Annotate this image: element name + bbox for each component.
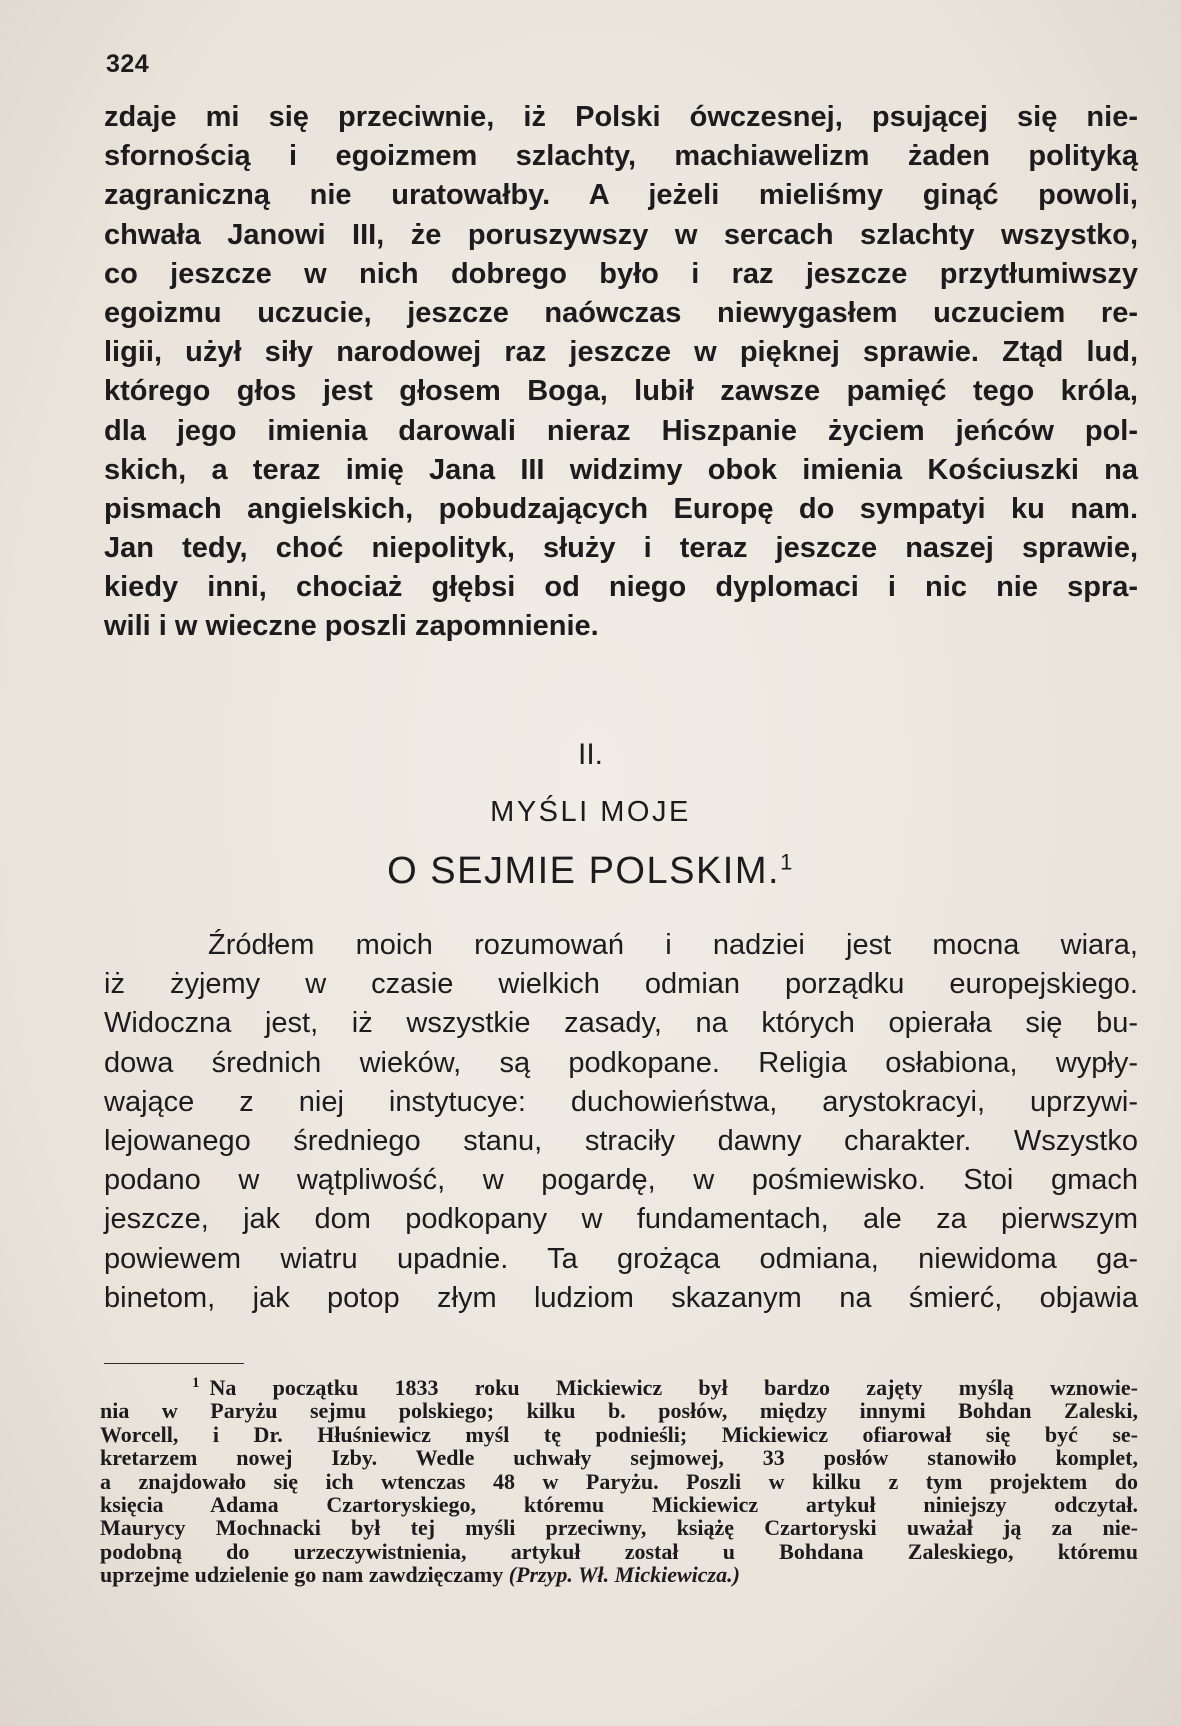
text-line: sfornością i egoizmem szlachty, machiawelizm żaden polityką	[104, 140, 1138, 173]
text-line: pismach angielskich, pobudzających Europę do sympatyi ku nam.	[104, 492, 1138, 525]
paragraph-one	[104, 98, 1138, 647]
section-number: II.	[577, 738, 603, 771]
footnote-line: nia w Paryżu sejmu polskiego; kilku b. posłów, między innymi Bohdan Zaleski,	[100, 1398, 1138, 1424]
footnote	[100, 1376, 1138, 1587]
text-line: dla jego imienia darowali nieraz Hiszpanie życiem jeńców pol-	[104, 414, 1138, 447]
footnote-line: a znajdowało się ich wtenczas 48 w Paryżu. Poszli w kilku z tym projektem do	[100, 1468, 1138, 1494]
text-line: lejowanego średniego stanu, straciły dawny charakter. Wszystko	[104, 1124, 1138, 1157]
footnote-line-text: uprzejme udzielenie go nam zawdzięczamy	[100, 1562, 509, 1588]
text-line: iż żyjemy w czasie wielkich odmian porządku europejskiego.	[104, 968, 1138, 1001]
section-subtitle	[0, 850, 1181, 893]
page-number: 324	[106, 50, 150, 78]
footnote-line: Worcell, i Dr. Hłuśniewicz myśl tę podnieśli; Mickiewicz ofiarował się być se-	[100, 1421, 1138, 1447]
text-line: Źródłem moich rozumowań i nadziei jest mocna wiara,	[208, 929, 1138, 961]
text-line: dowa średnich wieków, są podkopane. Religia osłabiona, wypły-	[104, 1046, 1138, 1079]
text-line: kiedy inni, chociaż głębsi od niego dyplomaci i nic nie spra-	[104, 571, 1138, 604]
footnote-line: podobną do urzeczywistnienia, artykuł został u Bohdana Zaleskiego, któremu	[100, 1538, 1138, 1564]
text-line: podano w wątpliwość, w pogardę, w pośmiewisko. Stoi gmach	[104, 1164, 1138, 1197]
footnote-attribution: (Przyp. Wł. Mickiewicza.)	[508, 1562, 740, 1588]
text-line: zagraniczną nie uratowałby. A jeżeli mieliśmy ginąć powoli,	[104, 179, 1138, 212]
text-line: wające z niej instytucye: duchowieństwa, arystokracyi, uprzywi-	[104, 1085, 1138, 1118]
footnote-line	[100, 1376, 1138, 1399]
text-line: jeszcze, jak dom podkopany w fundamentach, ale za pierwszym	[104, 1203, 1138, 1236]
paragraph-two	[104, 926, 1138, 1318]
section-title: MYŚLI MOJE	[490, 796, 691, 828]
footnote-mark: 1	[192, 1374, 200, 1391]
footnote-line: księcia Adama Czartoryskiego, któremu Mickiewicz artykuł niniejszy odczytał.	[100, 1491, 1138, 1517]
text-line: powiewem wiatru upadnie. Ta grożąca odmiana, niewidoma ga-	[104, 1242, 1138, 1275]
footnote-line-text: Na początku 1833 roku Mickiewicz był bardzo zajęty myślą wznowie-	[209, 1375, 1138, 1400]
text-line: egoizmu uczucie, jeszcze naówczas niewygasłem uczuciem re-	[104, 296, 1138, 329]
text-line: wili i w wieczne poszli zapomnienie.	[104, 610, 599, 643]
text-line: chwała Janowi III, że poruszywszy w sercach szlachty wszystko,	[104, 218, 1138, 251]
footnote-line	[100, 1563, 1138, 1586]
footnote-reference: 1	[780, 849, 794, 875]
text-line: Jan tedy, choć niepolityk, służy i teraz jeszcze naszej sprawie,	[104, 532, 1138, 565]
text-line: Widoczna jest, iż wszystkie zasady, na których opierała się bu-	[104, 1007, 1138, 1040]
text-line: ligii, użył siły narodowej raz jeszcze w pięknej sprawie. Ztąd lud,	[104, 336, 1138, 369]
text-line: skich, a teraz imię Jana III widzimy obok imienia Kościuszki na	[104, 453, 1138, 486]
footnote-line: kretarzem nowej Izby. Wedle uchwały sejmowej, 33 posłów stanowiło komplet,	[100, 1445, 1138, 1471]
section-subtitle-text: O SEJMIE POLSKIM.	[387, 850, 781, 892]
text-line: którego głos jest głosem Boga, lubił zawsze pamięć tego króla,	[104, 375, 1138, 408]
text-line: zdaje mi się przeciwnie, iż Polski ówczesnej, psującej się nie-	[104, 101, 1138, 133]
footnote-divider	[104, 1363, 244, 1364]
footnote-line: Maurycy Mochnacki był tej myśli przeciwny, książę Czartoryski uważał ją za nie-	[100, 1515, 1138, 1541]
text-line: binetom, jak potop złym ludziom skazanym na śmierć, objawia	[104, 1281, 1138, 1314]
text-line: co jeszcze w nich dobrego było i raz jeszcze przytłumiwszy	[104, 257, 1138, 290]
